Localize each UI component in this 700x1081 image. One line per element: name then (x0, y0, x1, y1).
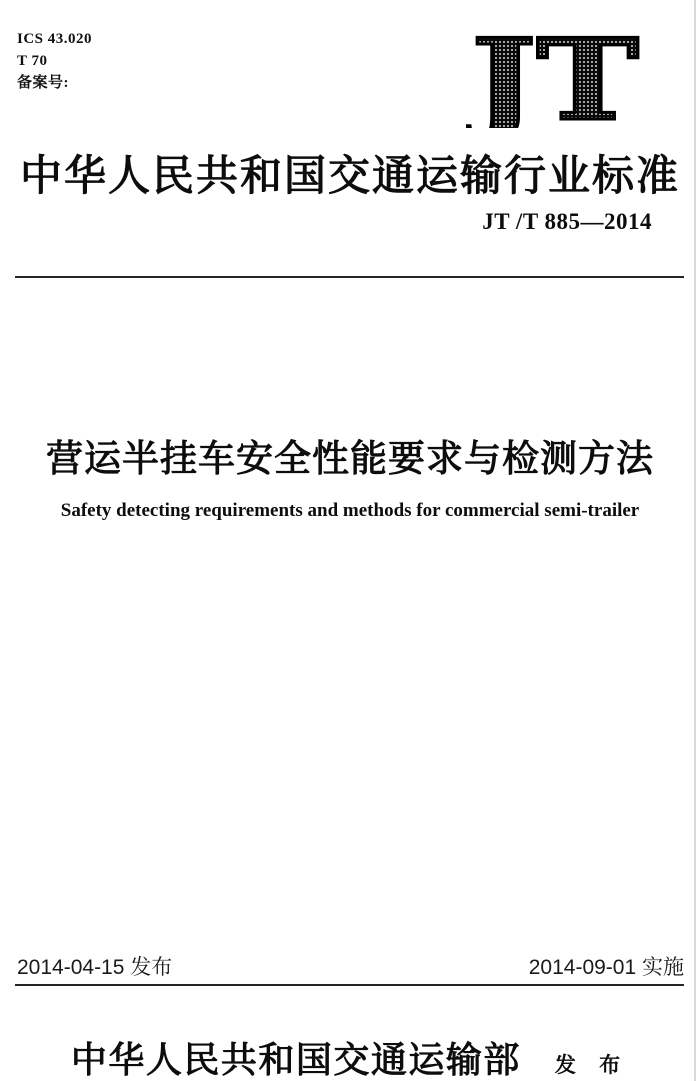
document-title-zh: 营运半挂车安全性能要求与检测方法 (46, 438, 654, 479)
standard-header-title: 中华人民共和国交通运输行业标准 (19, 154, 680, 200)
issue-date: 2014-04-15 发布 (17, 956, 173, 979)
meta-block (17, 28, 92, 94)
standard-number: JT /T 885—2014 (482, 209, 652, 234)
ics-code: ICS 43.020 (17, 31, 93, 47)
page-edge-scan-artifact (694, 0, 696, 1081)
jt-logo-graphic (466, 20, 644, 128)
bottom-divider (15, 984, 684, 986)
publisher-row (0, 1032, 700, 1081)
publish-action-label: 发 布 (554, 1053, 630, 1077)
implementation-date: 2014-09-01 实施 (528, 956, 684, 979)
publisher-name: 中华人民共和国交通运输部 (70, 1040, 521, 1080)
top-divider (15, 276, 684, 278)
document-title-en: Safety detecting requirements and methods for commercial semi-trailer (60, 500, 640, 521)
jt-logo-text: JT (466, 20, 639, 128)
dates-row (17, 951, 684, 981)
classification-code: T 70 (17, 53, 48, 69)
jt-logo (466, 20, 644, 128)
record-number-label: 备案号: (17, 75, 69, 91)
